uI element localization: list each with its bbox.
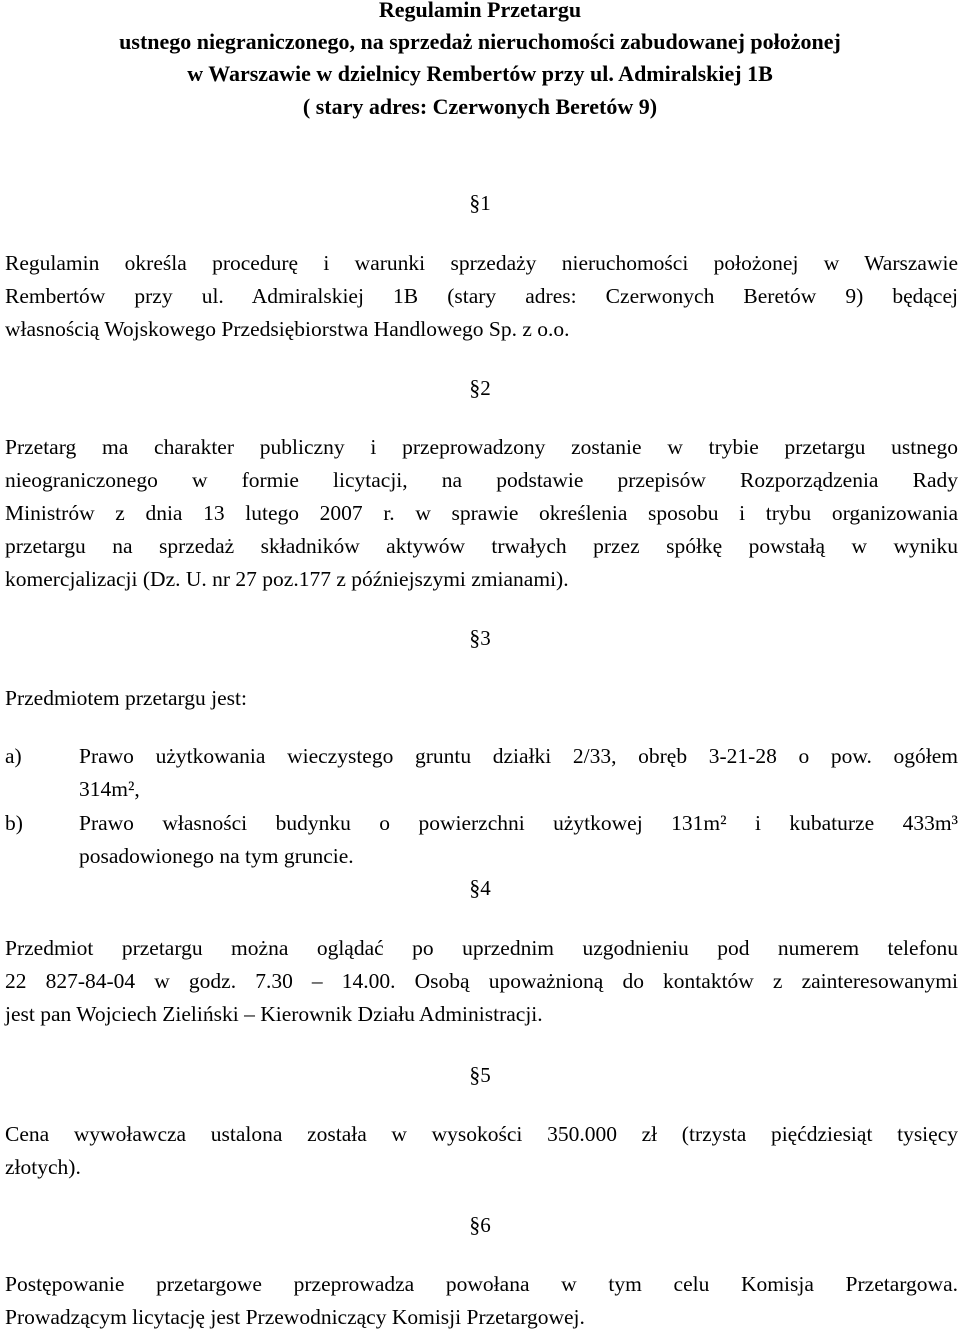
title-line-3: w Warszawie w dzielnicy Rembertów przy ul. Admiralskiej 1B — [187, 61, 773, 86]
section-1-paragraph — [5, 247, 958, 346]
paragraph-line: Ministrów z dnia 13 lutego 2007 r. w sprawie określenia sposobu i trybu organizowania — [5, 501, 958, 525]
section-number: 1 — [480, 191, 491, 215]
paragraph-line: przetargu na sprzedaż składników aktywów trwałych przez spółkę powstałą w wyniku — [5, 534, 958, 558]
paragraph-line: Przedmiotem przetargu jest: — [5, 686, 248, 710]
section-sign: § — [469, 625, 481, 650]
paragraph-line: Prowadzącym licytację jest Przewodniczący Komisji Przetargowej. — [5, 1305, 585, 1329]
section-sign: § — [469, 190, 481, 215]
title-line-1: Regulamin Przetargu — [378, 0, 582, 22]
paragraph-line: nieograniczonego w formie licytacji, na podstawie przepisów Rozporządzenia Rady — [5, 468, 958, 492]
section-heading-5 — [0, 1059, 960, 1091]
paragraph-line: Rembertów przy ul. Admiralskiej 1B (stary adres: Czerwonych Beretów 9) będącej — [5, 284, 958, 308]
title-line-4: ( stary adres: Czerwonych Beretów 9) — [302, 94, 658, 119]
section-5-paragraph — [5, 1118, 958, 1184]
title-line-2: ustnego niegraniczonego, na sprzedaż nieruchomości zabudowanej położonej — [119, 29, 841, 54]
section-number: 2 — [480, 376, 491, 400]
paragraph-line: Przedmiot przetargu można oglądać po uprzednim uzgodnieniu pod numerem telefonu — [5, 936, 958, 960]
list-item-label: a) — [5, 744, 22, 768]
paragraph-line: Prawo własności budynku o powierzchni użytkowej 131m² i kubaturze 433m³ — [79, 811, 958, 835]
list-item-text — [79, 807, 958, 873]
section-heading-4 — [0, 872, 960, 904]
paragraph-line: Cena wywoławcza ustalona została w wysokości 350.000 zł (trzysta pięćdziesiąt tysięcy — [5, 1122, 958, 1146]
section-heading-3 — [0, 622, 960, 654]
section-number: 3 — [480, 626, 491, 650]
paragraph-line: jest pan Wojciech Zieliński – Kierownik Działu Administracji. — [5, 1002, 543, 1026]
list-item-text — [79, 740, 958, 806]
section-6-paragraph — [5, 1268, 958, 1334]
paragraph-line: własnością Wojskowego Przedsiębiorstwa Handlowego Sp. z o.o. — [5, 317, 570, 341]
section-heading-1 — [0, 187, 960, 219]
section-sign: § — [469, 375, 481, 400]
section-2-paragraph — [5, 431, 958, 596]
paragraph-line: Przetarg ma charakter publiczny i przeprowadzony zostanie w trybie przetargu ustnego — [5, 435, 958, 459]
section-sign: § — [469, 1212, 481, 1237]
section-3-intro — [5, 682, 958, 715]
paragraph-line: Postępowanie przetargowe przeprowadza powołana w tym celu Komisja Przetargowa. — [5, 1272, 958, 1296]
section-4-paragraph — [5, 932, 958, 1031]
paragraph-line: Regulamin określa procedurę i warunki sprzedaży nieruchomości położonej w Warszawie — [5, 251, 958, 275]
paragraph-line: złotych). — [5, 1155, 81, 1179]
section-number: 5 — [480, 1063, 491, 1087]
section-heading-2 — [0, 372, 960, 404]
section-heading-6 — [0, 1209, 960, 1241]
paragraph-line: komercjalizacji (Dz. U. nr 27 poz.177 z późniejszymi zmianami). — [5, 567, 569, 591]
section-sign: § — [469, 1062, 481, 1087]
section-sign: § — [469, 875, 481, 900]
list-item-label: b) — [5, 811, 23, 835]
section-number: 4 — [480, 876, 491, 900]
paragraph-line: Prawo użytkowania wieczystego gruntu działki 2/33, obręb 3-21-28 o pow. ogółem — [79, 744, 958, 768]
paragraph-line: 314m², — [79, 777, 140, 801]
paragraph-line: posadowionego na tym gruncie. — [79, 844, 354, 868]
section-number: 6 — [480, 1213, 491, 1237]
paragraph-line: 22 827-84-04 w godz. 7.30 – 14.00. Osobą upoważnioną do kontaktów z zainteresowanymi — [5, 969, 958, 993]
